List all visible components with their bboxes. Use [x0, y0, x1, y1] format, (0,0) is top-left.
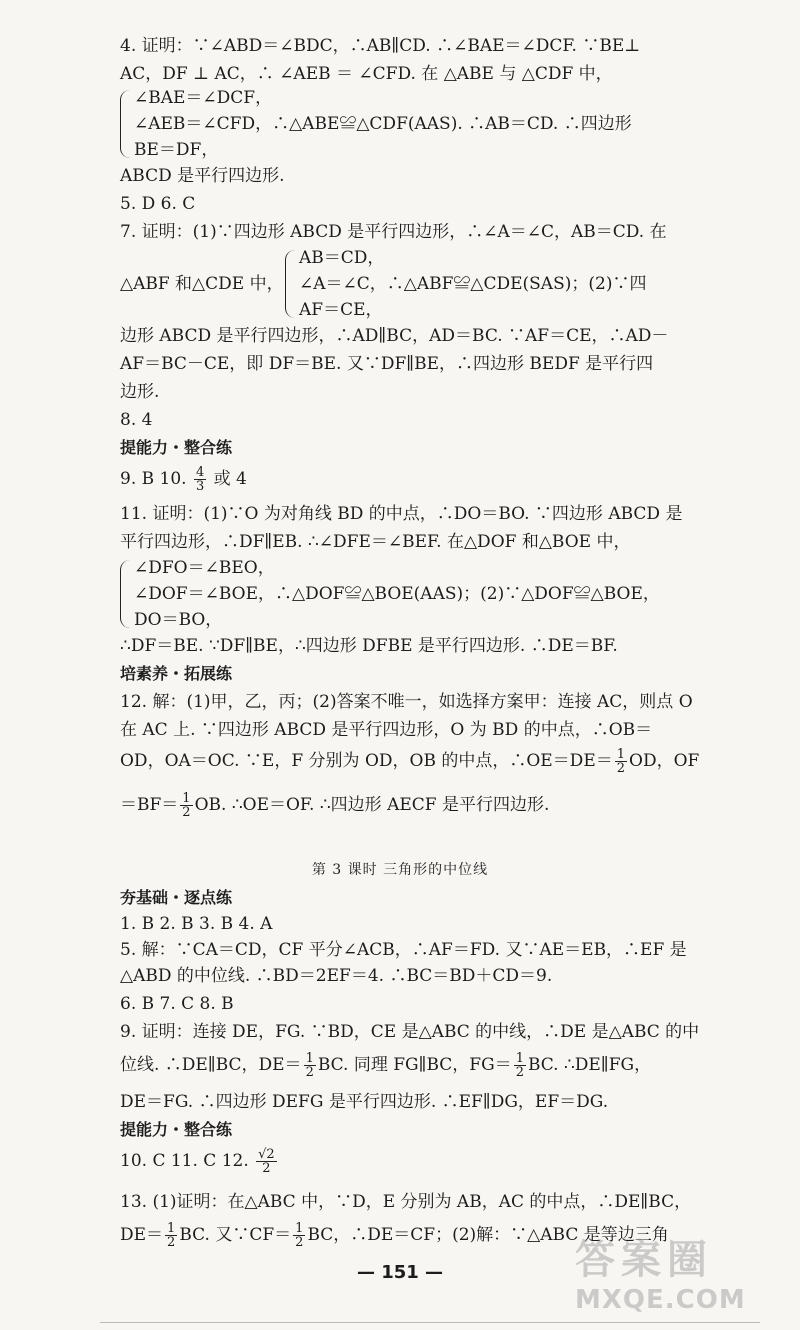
lesson-title: 第 3 课时 三角形的中位线 — [311, 862, 489, 878]
section-heading-hangji: 夯基础・逐点练 — [120, 888, 233, 907]
q12-line-1: 12. 解：(1)甲，乙，丙；(2)答案不唯一，如选择方案甲：连接 AC，则点 O — [120, 692, 693, 712]
fraction-denominator: 2 — [616, 761, 626, 776]
fraction-numerator: 1 — [305, 1051, 314, 1066]
q13-line-2-c: BC，∴DE＝CF；(2)解：∵△ABC 是等边三角 — [307, 1225, 669, 1245]
watermark-logo — [575, 1228, 775, 1323]
q7-line-2: 边形 ABCD 是平行四边形，∴AD∥BC，AD＝BC. ∵AF＝CE，∴AD－ — [120, 326, 669, 346]
q5b-line-2: △ABD 的中位线. ∴BD＝2EF＝4. ∴BC＝BD＋CD＝9. — [120, 966, 553, 986]
answers-6-8: 6. B 7. C 8. B — [120, 994, 234, 1014]
q4-line-3: ABCD 是平行四边形. — [120, 166, 285, 186]
fraction-one-half — [180, 792, 192, 819]
q4-system-line-2: ∠AEB＝∠CFD，∴△ABE≌△CDF(AAS). ∴AB＝CD. ∴四边形 — [134, 114, 632, 134]
fraction-numerator: 1 — [182, 791, 191, 806]
q7-system-line-2: ∠A＝∠C，∴△ABF≌△CDE(SAS)；(2)∵四 — [299, 274, 647, 294]
q12-line-3 — [120, 748, 770, 775]
section-heading-tineng-2: 提能力・整合练 — [120, 1120, 233, 1139]
fraction-denominator: 2 — [305, 1065, 314, 1080]
q12-line-4 — [120, 792, 770, 819]
q9b-line-1: 9. 证明：连接 DE，FG. ∵BD，CE 是△ABC 的中线，∴DE 是△ABC 的中 — [120, 1022, 700, 1042]
q12-line-2: 在 AC 上. ∵四边形 ABCD 是平行四边形，O 为 BD 的中点，∴OB＝ — [120, 720, 653, 740]
answers-5-6: 5. D 6. C — [120, 194, 196, 214]
q4-system-line-3: BE＝DF， — [134, 140, 219, 160]
fraction-denominator: 2 — [262, 1161, 271, 1176]
section-heading-peisu: 培素养・拓展练 — [120, 664, 233, 683]
fraction-four-thirds — [194, 466, 206, 493]
watermark-top: 答案圈 — [575, 1237, 713, 1283]
q12-line-4-end: OB. ∴OE＝OF. ∴四边形 AECF 是平行四边形. — [194, 795, 550, 815]
fraction-denominator: 3 — [195, 479, 205, 494]
q11-system-line-3: DO＝BO， — [134, 610, 223, 630]
answers-9-10 — [120, 466, 770, 493]
q7-line-4: 边形. — [120, 382, 160, 402]
fraction-one-half — [615, 748, 627, 775]
fraction-one-half — [514, 1052, 526, 1079]
fraction-numerator: 4 — [195, 465, 205, 480]
section-heading-tineng: 提能力・整合练 — [120, 438, 233, 457]
bottom-rule — [100, 1322, 760, 1323]
q7-system-prefix: △ABF 和△CDE 中， — [120, 274, 284, 294]
q11-system-line-2: ∠DOF＝∠BOE，∴△DOF≌△BOE(AAS)；(2)∵△DOF≌△BOE， — [134, 584, 660, 604]
page-number: — 151 — — [356, 1262, 444, 1283]
answers-9-10-end: 或 4 — [208, 469, 247, 489]
watermark-bottom: MXQE.COM — [575, 1285, 746, 1315]
q11-line-2: 平行四边形，∴DF∥EB. ∴∠DFE＝∠BEF. 在△DOF 和△BOE 中， — [120, 532, 631, 552]
fraction-denominator: 2 — [515, 1065, 524, 1080]
q12-line-3-end: OD，OF — [629, 751, 700, 771]
answers-10-12 — [120, 1148, 770, 1175]
fraction-numerator: 1 — [616, 747, 626, 762]
q4-system-line-1: ∠BAE＝∠DCF， — [134, 88, 273, 108]
answers-1-4: 1. B 2. B 3. B 4. A — [120, 914, 273, 934]
q7-line-1: 7. 证明：(1)∵四边形 ABCD 是平行四边形，∴∠A＝∠C，AB＝CD. 在 — [120, 222, 667, 242]
fraction-one-half — [304, 1052, 316, 1079]
q4-line-2: AC，DF ⊥ AC，∴ ∠AEB ＝ ∠CFD. 在 △ABE 与 △CDF 中， — [120, 64, 613, 84]
answers-9-10-start: 9. B 10. — [120, 469, 192, 489]
q7-system-line-3: AF＝CE， — [299, 300, 383, 320]
q9b-line-2-b: BC. 同理 FG∥BC，FG＝ — [317, 1055, 512, 1075]
brace — [120, 560, 131, 628]
q13-line-2-a: DE＝ — [120, 1225, 164, 1245]
fraction-one-half — [293, 1222, 305, 1249]
q7-system-line-1: AB＝CD， — [299, 248, 385, 268]
fraction-root2-over-2 — [256, 1148, 277, 1175]
q4-line-1: 4. 证明：∵∠ABD＝∠BDC，∴AB∥CD. ∴∠BAE＝∠DCF. ∵BE⊥ — [120, 36, 641, 56]
fraction-one-half — [165, 1222, 177, 1249]
q9b-line-2-a: 位线. ∴DE∥BC，DE＝ — [120, 1055, 302, 1075]
q5b-line-1: 5. 解：∵CA＝CD，CF 平分∠ACB，∴AF＝FD. 又∵AE＝EB，∴EF 是 — [120, 940, 687, 960]
answers-10-12-start: 10. C 11. C 12. — [120, 1151, 255, 1171]
q11-system-line-1: ∠DFO＝∠BEO， — [134, 558, 275, 578]
fraction-denominator: 2 — [182, 805, 191, 820]
fraction-numerator: 1 — [167, 1221, 176, 1236]
brace — [285, 250, 296, 318]
fraction-numerator: 1 — [295, 1221, 304, 1236]
q11-line-1: 11. 证明：(1)∵O 为对角线 BD 的中点，∴DO＝BO. ∵四边形 ABCD 是 — [120, 504, 683, 524]
fraction-denominator: 2 — [295, 1235, 304, 1250]
fraction-numerator: √2 — [258, 1147, 275, 1162]
q7-line-3: AF＝BC－CE，即 DF＝BE. 又∵DF∥BE，∴四边形 BEDF 是平行四 — [120, 354, 654, 374]
brace — [120, 90, 131, 158]
q9b-line-2 — [120, 1052, 770, 1079]
q13-line-1: 13. (1)证明：在△ABC 中，∵D，E 分别为 AB，AC 的中点，∴DE∥BC， — [120, 1192, 692, 1212]
q12-line-4-start: ＝BF＝ — [120, 795, 179, 815]
answer-8: 8. 4 — [120, 410, 153, 430]
q11-line-3: ∴DF＝BE. ∵DF∥BE，∴四边形 DFBE 是平行四边形. ∴DE＝BF. — [120, 636, 618, 656]
q9b-line-2-c: BC. ∴DE∥FG， — [527, 1055, 652, 1075]
fraction-denominator: 2 — [167, 1235, 176, 1250]
q13-line-2-b: BC. 又∵CF＝ — [179, 1225, 292, 1245]
q9b-line-3: DE＝FG. ∴四边形 DEFG 是平行四边形. ∴EF∥DG，EF＝DG. — [120, 1092, 609, 1112]
fraction-numerator: 1 — [515, 1051, 524, 1066]
q12-line-3-start: OD，OA＝OC. ∵E，F 分别为 OD，OB 的中点，∴OE＝DE＝ — [120, 751, 613, 771]
